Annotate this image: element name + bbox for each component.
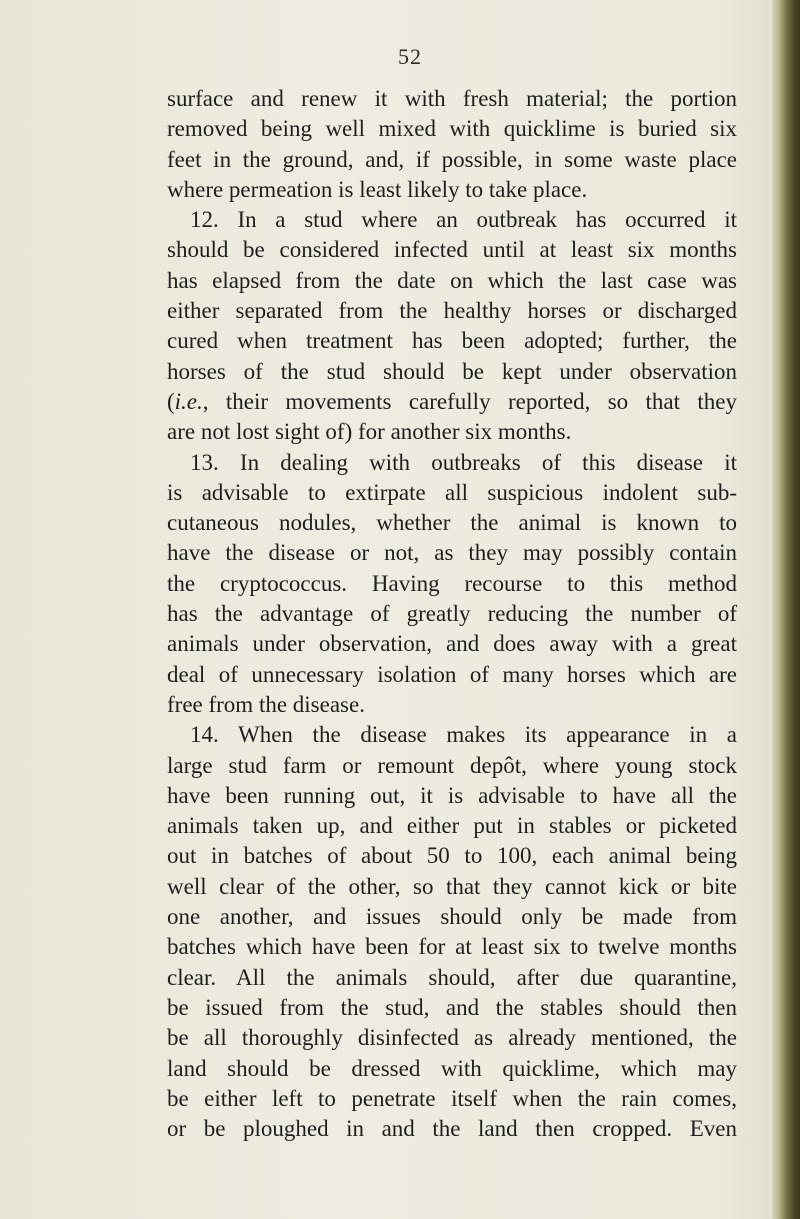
- text-line: free from the disease.: [167, 691, 365, 717]
- text-line: either separated from the healthy horses or discharged: [167, 298, 737, 324]
- text-line: have the disease or not, as they may possibly contain: [167, 540, 737, 566]
- text-line: horses of the stud should be kept under observation: [167, 358, 737, 384]
- text-line: one another, and issues should only be made from: [167, 904, 737, 930]
- text-line: be all thoroughly disinfected as already mentioned, the: [167, 1025, 737, 1051]
- text-line: cutaneous nodules, whether the animal is known to: [167, 510, 737, 536]
- text-line: is advisable to extirpate all suspicious indolent sub-: [167, 479, 737, 505]
- text-line: the cryptococcus. Having recourse to this method: [167, 570, 737, 596]
- text-line: 13. In dealing with outbreaks of this disease it: [190, 449, 737, 475]
- text-line: feet in the ground, and, if possible, in some waste place: [167, 146, 737, 172]
- text-line: have been running out, it is advisable to have all the: [167, 782, 737, 808]
- text-line: 14. When the disease makes its appearance in a: [190, 722, 737, 748]
- text-line: be either left to penetrate itself when the rain comes,: [167, 1085, 737, 1111]
- text-line: should be considered infected until at least six months: [167, 237, 737, 263]
- page-edge-shadow: [772, 0, 800, 1219]
- text-line: animals taken up, and either put in stables or picketed: [167, 813, 737, 839]
- text-line: (i.e., their movements carefully reported, so that they: [167, 388, 737, 414]
- text-line: land should be dressed with quicklime, which may: [167, 1055, 737, 1081]
- text-line: large stud farm or remount depôt, where young stock: [167, 752, 737, 778]
- italic-abbreviation: i.e.: [174, 388, 203, 414]
- text-line: surface and renew it with fresh material; the portion: [167, 86, 737, 111]
- text-line: cured when treatment has been adopted; further, the: [167, 328, 737, 354]
- text-line: where permeation is least likely to take place.: [167, 176, 588, 202]
- text-line: deal of unnecessary isolation of many horses which are: [167, 661, 737, 687]
- page-number: 52: [398, 44, 422, 69]
- text-line: out in batches of about 50 to 100, each animal being: [167, 843, 737, 869]
- text-line: well clear of the other, so that they cannot kick or bite: [167, 873, 737, 899]
- text-line: has elapsed from the date on which the last case was: [167, 267, 737, 293]
- text-line: animals under observation, and does away with a great: [167, 631, 737, 657]
- text-line: clear. All the animals should, after due quarantine,: [167, 964, 737, 990]
- text-line: removed being well mixed with quicklime is buried six: [167, 116, 737, 142]
- body-text: [167, 84, 737, 1144]
- text-line: 12. In a stud where an outbreak has occurred it: [190, 207, 737, 233]
- text-line: batches which have been for at least six to twelve months: [167, 934, 737, 960]
- text-line: has the advantage of greatly reducing the number of: [167, 601, 737, 627]
- text-line: or be ploughed in and the land then cropped. Even: [167, 1116, 737, 1142]
- text-line: are not lost sight of) for another six months.: [167, 419, 572, 445]
- text-line: be issued from the stud, and the stables should then: [167, 994, 737, 1020]
